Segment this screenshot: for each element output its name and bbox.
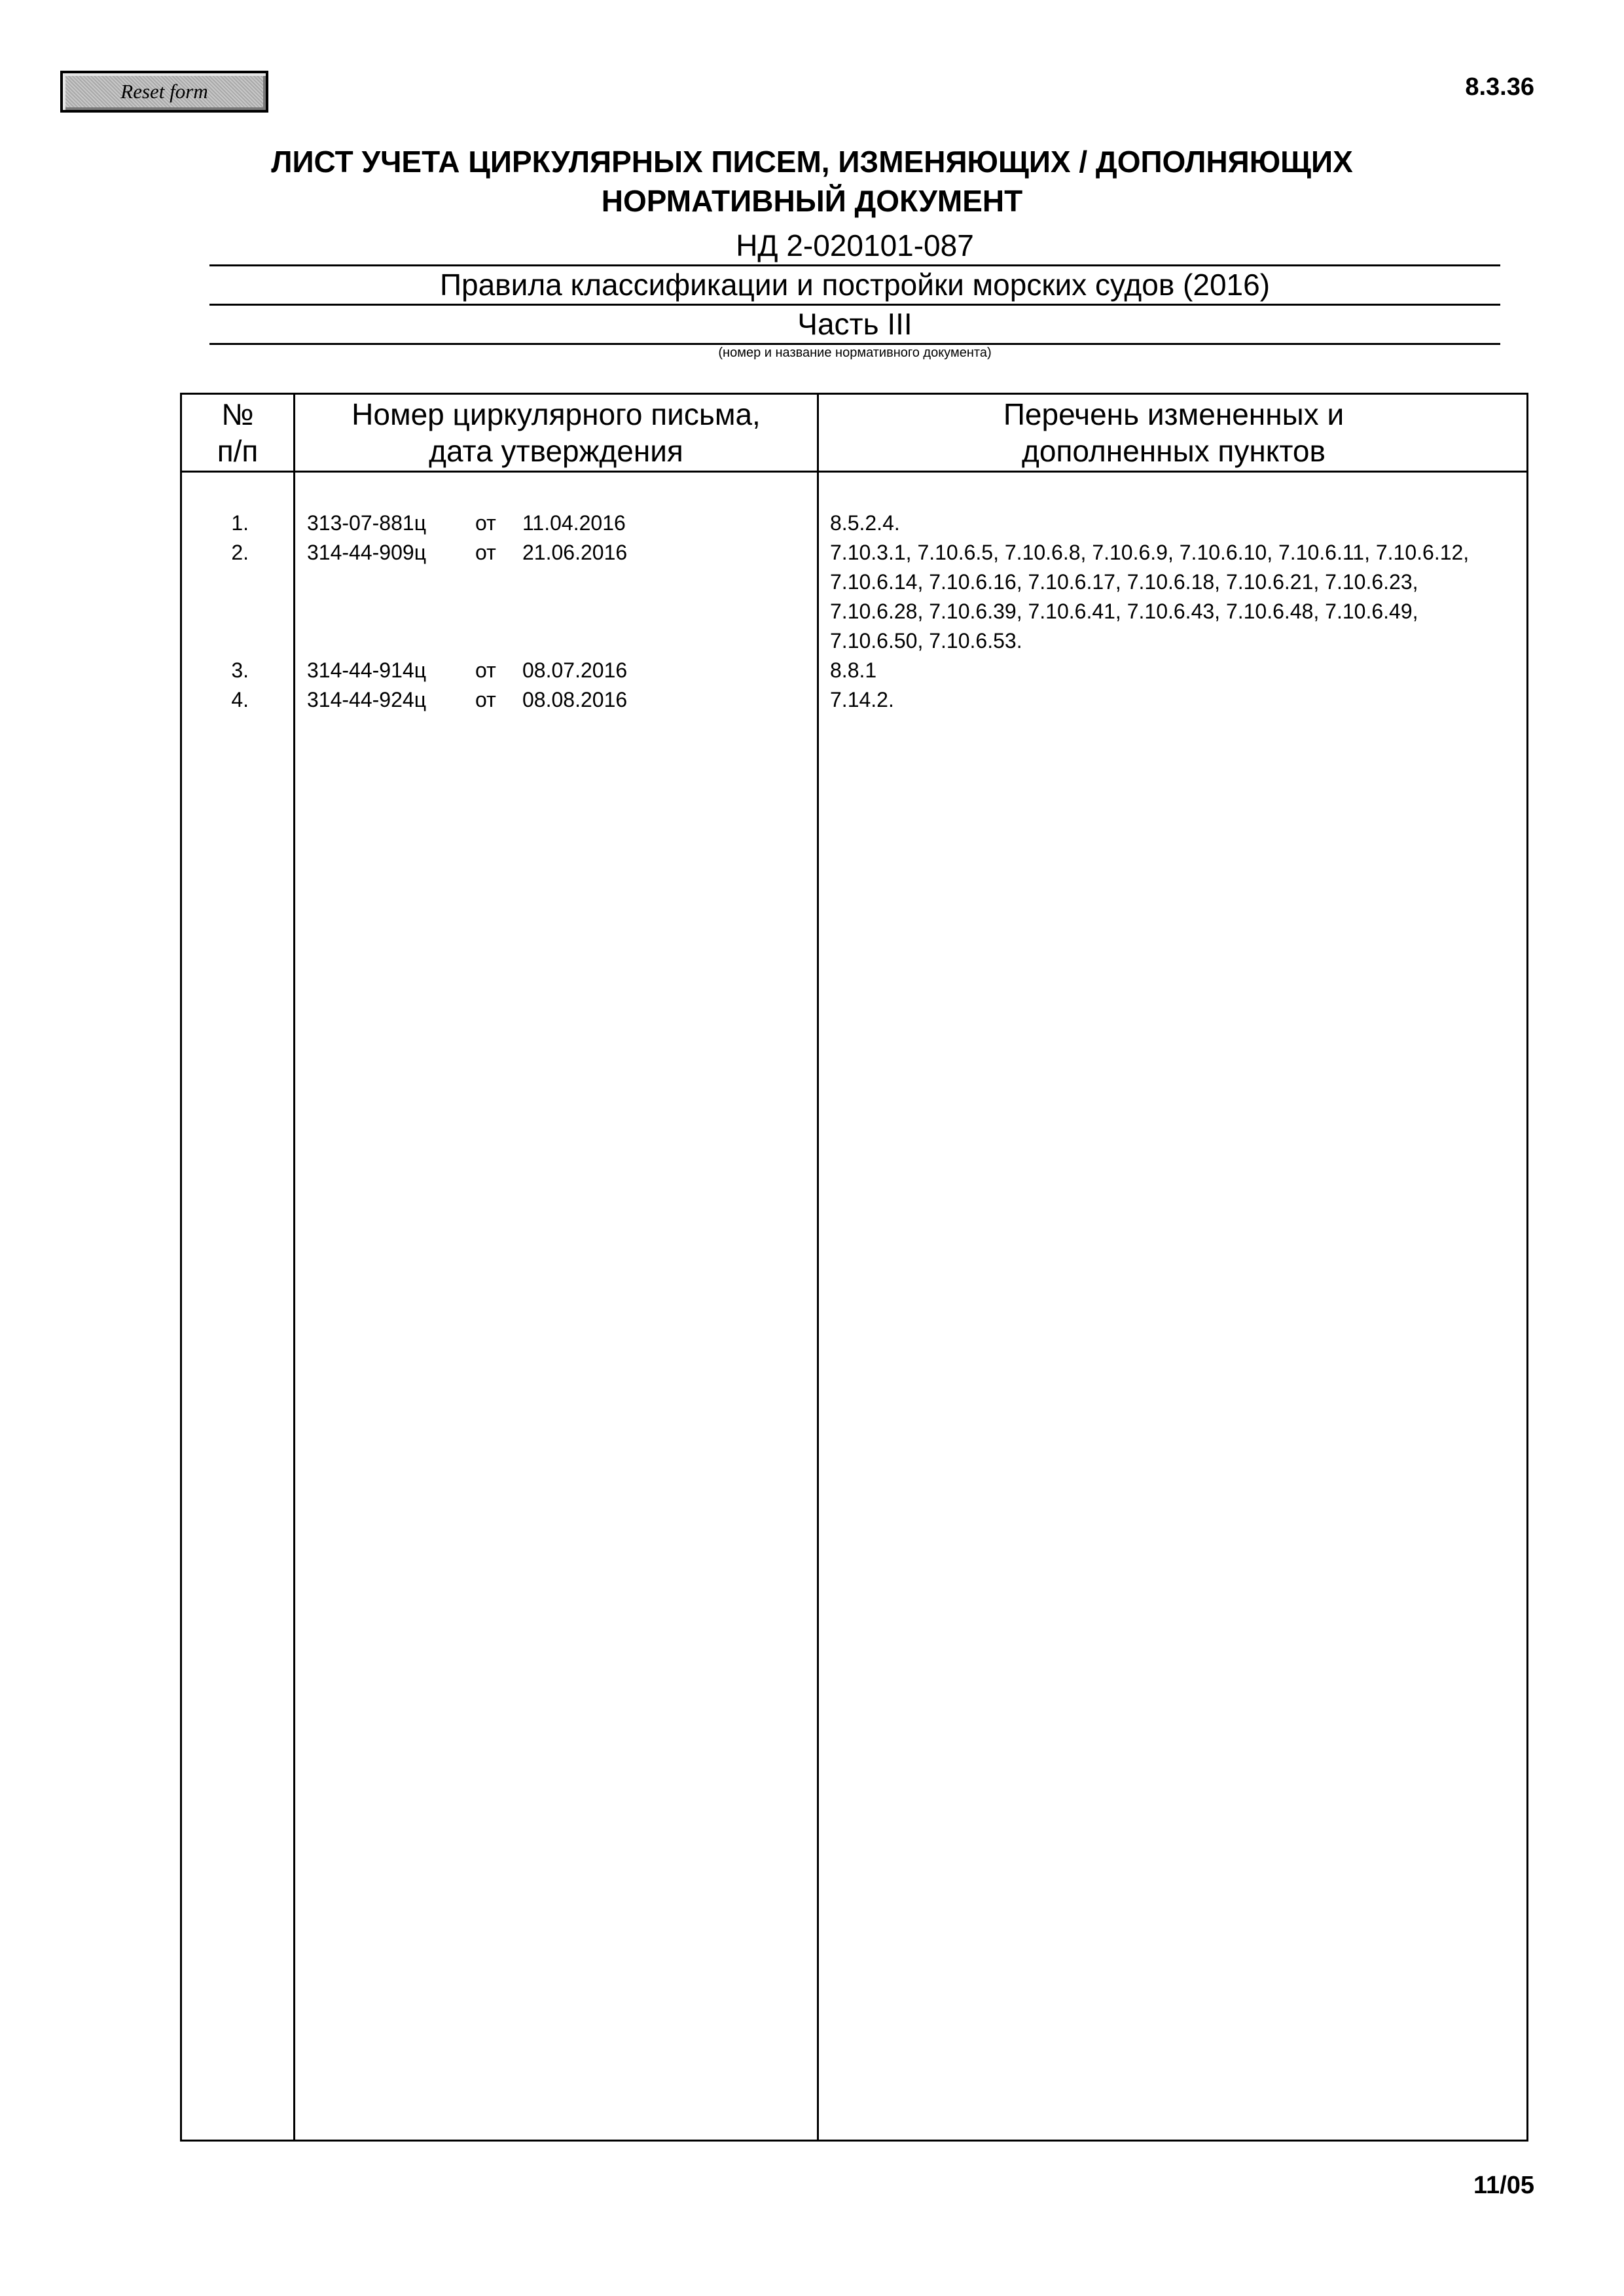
document-name-field: Правила классификации и постройки морских судов (2016) — [209, 266, 1500, 306]
letter-date: 08.07.2016 — [522, 658, 628, 682]
header-number: № п/п — [217, 397, 259, 468]
circular-letters-table — [180, 393, 1528, 2142]
changed-items: 7.14.2. — [830, 688, 894, 711]
letter-number: 314-44-909ц — [307, 541, 427, 564]
letter-from: от — [475, 688, 496, 711]
row-number: 1. — [231, 511, 249, 535]
changed-items: 8.8.1 — [830, 658, 877, 682]
header-divider — [182, 471, 1526, 473]
changed-items: 7.10.3.1, 7.10.6.5, 7.10.6.8, 7.10.6.9, 7.10.6.10, 7.10.6.11, 7.10.6.12, 7.10.6.14, 7.10.6.16, 7.10.6.17, 7.10.6.18, 7.10.6.21, 7.10.6.23, 7.10.6.28, 7.10.6.39, 7.10.6.41, 7.10.6.43, 7.10.6.48, 7.10.6.49, 7.10.6.50, 7.10.6.53. — [830, 541, 1470, 653]
letter-number: 314-44-924ц — [307, 688, 427, 711]
page-number: 11/05 — [1473, 2172, 1534, 2199]
reset-form-button[interactable]: Reset form — [60, 71, 268, 113]
letter-date: 08.08.2016 — [522, 688, 628, 711]
changed-items: 8.5.2.4. — [830, 511, 900, 535]
page-title-line-1: ЛИСТ УЧЕТА ЦИРКУЛЯРНЫХ ПИСЕМ, ИЗМЕНЯЮЩИХ / ДОПОЛНЯЮЩИХ — [271, 145, 1353, 179]
document-number-field: НД 2-020101-087 — [209, 226, 1500, 266]
letter-from: от — [475, 658, 496, 682]
letter-from: от — [475, 541, 496, 564]
header-letter: Номер циркулярного письма, дата утверждения — [352, 397, 761, 468]
letter-date: 11.04.2016 — [522, 511, 626, 535]
letter-from: от — [475, 511, 496, 535]
letter-date: 21.06.2016 — [522, 541, 628, 564]
document-part-field: Часть III — [209, 305, 1500, 345]
column-divider — [817, 395, 819, 2140]
row-number: 2. — [231, 541, 249, 564]
letter-number: 313-07-881ц — [307, 511, 427, 535]
header-items: Перечень измененных и дополненных пунктов — [1003, 397, 1344, 468]
row-number: 4. — [231, 688, 249, 711]
document-code: 8.3.36 — [1465, 73, 1534, 101]
letter-number: 314-44-914ц — [307, 658, 427, 682]
page-title-line-2: НОРМАТИВНЫЙ ДОКУМЕНТ — [601, 184, 1023, 218]
row-number: 3. — [231, 658, 249, 682]
document-field-caption: (номер и название нормативного документа) — [718, 346, 992, 360]
column-divider — [293, 395, 295, 2140]
